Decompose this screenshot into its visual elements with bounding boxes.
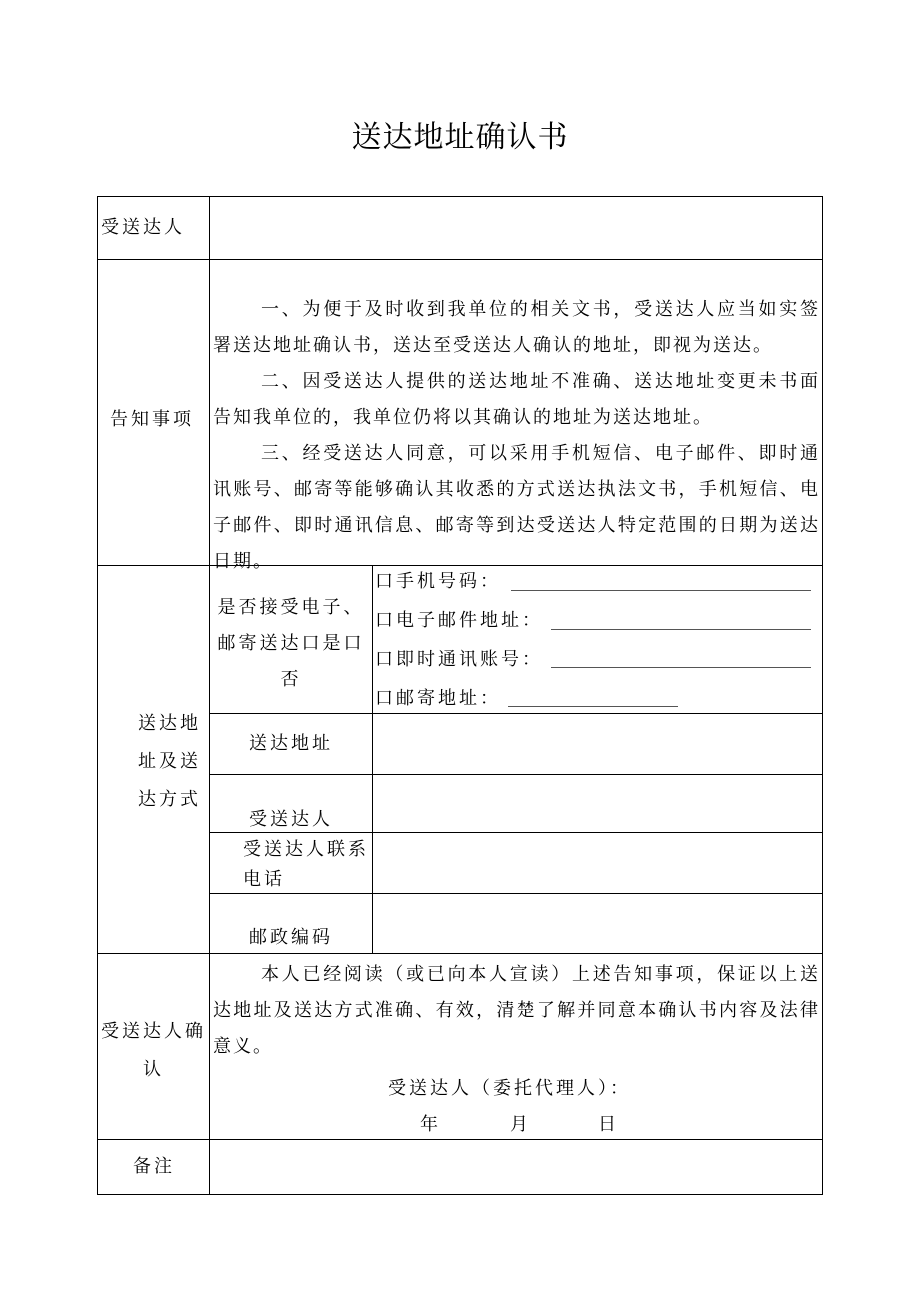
recipient-phone-label-line: 电话: [243, 869, 285, 890]
option-postal-address-checkbox[interactable]: 口邮寄地址：: [375, 688, 501, 709]
notice-text: [213, 292, 820, 580]
recipient-label: 受送达人: [101, 217, 185, 238]
row-divider: [97, 1139, 823, 1140]
signer-label: 受送达人（委托代理人）：: [388, 1078, 631, 1099]
date-year-label: 年: [420, 1114, 441, 1135]
option-mobile-checkbox[interactable]: 口手机号码：: [375, 571, 501, 592]
email-address-input[interactable]: [551, 629, 811, 630]
delivery-method-label-line: 址及送: [138, 751, 201, 772]
remarks-label: 备注: [133, 1156, 175, 1177]
recipient-confirmation-label-line: 认: [143, 1059, 164, 1080]
column-divider: [209, 196, 210, 1195]
recipient-confirmation-label-line: 受送达人确: [101, 1021, 206, 1042]
delivery-address-label: 送达地址: [249, 733, 333, 754]
electronic-delivery-question-line: 邮寄送达口是口: [217, 633, 365, 654]
row-divider: [210, 713, 823, 714]
recipient-phone-field[interactable]: [374, 835, 820, 891]
delivery-method-label-line: 送达地: [138, 713, 201, 734]
row-divider: [210, 893, 823, 894]
column-divider: [372, 565, 373, 954]
postal-address-input[interactable]: [508, 706, 678, 707]
postcode-field[interactable]: [374, 896, 820, 951]
document-title: 送达地址确认书: [351, 120, 569, 155]
recipient-phone-label-line: 受送达人联系: [243, 839, 369, 860]
table-right-border: [822, 196, 823, 1195]
confirmation-statement: 本人已经阅读（或已向本人宣读）上述告知事项，保证以上送达地址及送达方式准确、有效，清楚了解并同意本确认书内容及法律意义。: [213, 964, 820, 1057]
date-month-label: 月: [510, 1114, 531, 1135]
remarks-field[interactable]: [212, 1142, 820, 1192]
postcode-label: 邮政编码: [249, 927, 333, 948]
option-im-account-checkbox[interactable]: 口即时通讯账号：: [375, 649, 543, 670]
recipient-field[interactable]: [212, 200, 820, 256]
row-divider: [97, 259, 823, 260]
row-divider: [97, 953, 823, 954]
date-day-label: 日: [598, 1114, 619, 1135]
electronic-delivery-question-line: 是否接受电子、: [217, 597, 365, 618]
row-divider: [210, 832, 823, 833]
notice-item: 一、为便于及时收到我单位的相关文书，受送达人应当如实签署送达地址确认书，送达至受送达人确认的地址，即视为送达。: [213, 299, 820, 356]
table-left-border: [97, 196, 98, 1195]
delivery-address-field[interactable]: [374, 716, 820, 772]
delivery-recipient-label: 受送达人: [249, 809, 333, 830]
table-bottom-border: [97, 1194, 823, 1195]
im-account-input[interactable]: [551, 667, 811, 668]
row-divider: [210, 774, 823, 775]
mobile-number-input[interactable]: [511, 590, 811, 591]
option-email-checkbox[interactable]: 口电子邮件地址：: [375, 610, 543, 631]
notice-label: 告知事项: [110, 409, 194, 430]
delivery-recipient-field[interactable]: [374, 777, 820, 830]
notice-item: 二、因受送达人提供的送达地址不准确、送达地址变更未书面告知我单位的，我单位仍将以其确认的地址为送达地址。: [213, 371, 820, 428]
delivery-method-label-line: 达方式: [138, 789, 201, 810]
table-top-border: [97, 196, 823, 197]
electronic-delivery-question-line: 否: [280, 669, 302, 690]
notice-item: 三、经受送达人同意，可以采用手机短信、电子邮件、即时通讯账号、邮寄等能够确认其收悉的方式送达执法文书，手机短信、电子邮件、即时通讯信息、邮寄等到达受送达人特定范围的日期为送达日期。: [213, 443, 820, 572]
